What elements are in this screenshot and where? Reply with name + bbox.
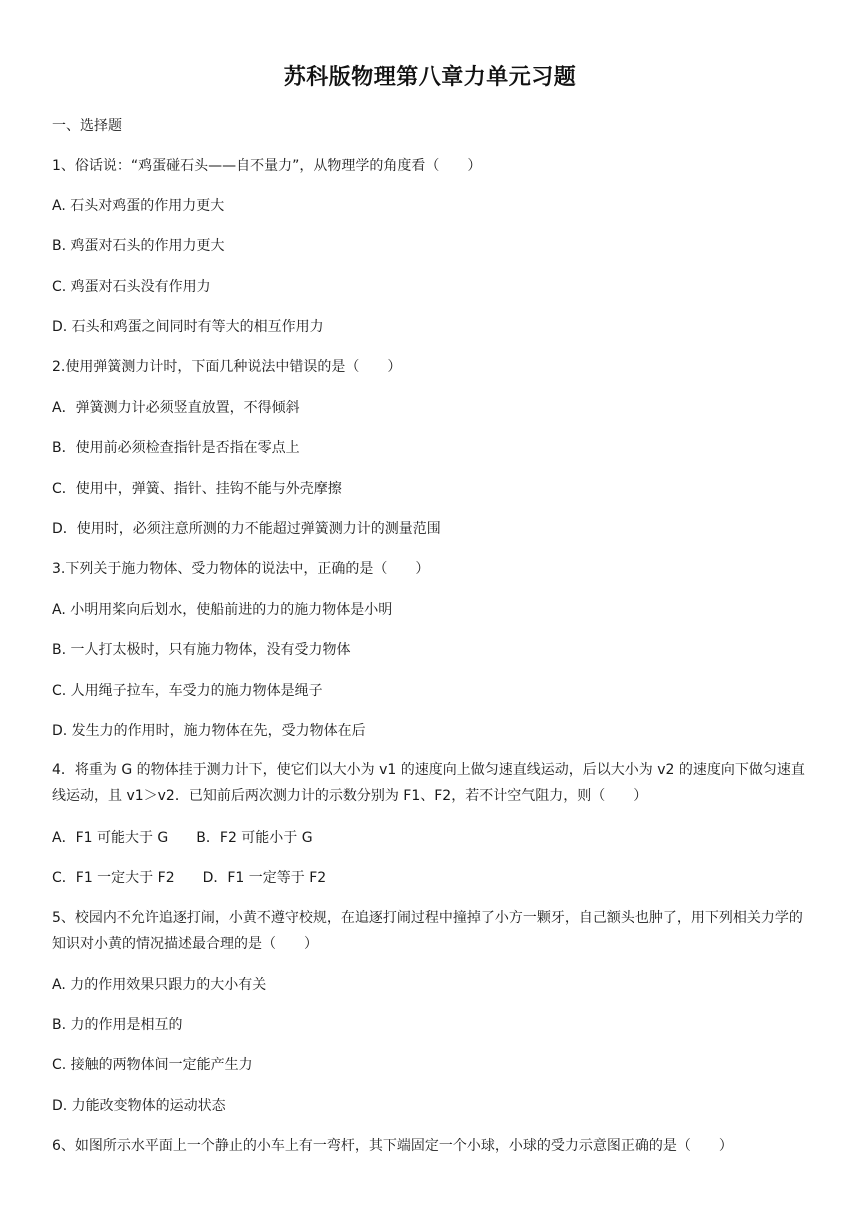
section-heading: 一、选择题 xyxy=(52,118,122,134)
question-5-option-a: A. 力的作用效果只跟力的大小有关 xyxy=(52,977,267,993)
question-6-stem: 6、如图所示水平面上一个静止的小车上有一弯杆，其下端固定一个小球，小球的受力示意图正确的是（ ） xyxy=(52,1138,733,1154)
question-2-option-a: A．弹簧测力计必须竖直放置，不得倾斜 xyxy=(52,400,300,416)
question-3-option-a: A. 小明用桨向后划水，使船前进的力的施力物体是小明 xyxy=(52,602,393,618)
question-1-option-a: A. 石头对鸡蛋的作用力更大 xyxy=(52,198,225,214)
question-5-option-d: D. 力能改变物体的运动状态 xyxy=(52,1098,226,1114)
question-2-option-c: C．使用中，弹簧、指针、挂钩不能与外壳摩擦 xyxy=(52,481,342,497)
question-5-stem: 5、校园内不允许追逐打闹，小黄不遵守校规，在追逐打闹过程中撞掉了小方一颗牙，自己额头也肿了，用下列相关力学的知识对小黄的情况描述最合理的是（ ） xyxy=(52,910,803,952)
question-1-option-d: D. 石头和鸡蛋之间同时有等大的相互作用力 xyxy=(52,319,324,335)
question-4-stem: 4．将重为 G 的物体挂于测力计下，使它们以大小为 v1 的速度向上做匀速直线运动，后以大小为 v2 的速度向下做匀速直线运动，且 v1＞v2．已知前后两次测力计的示数分别为 F1、F2，若不计空气阻力，则（ ） xyxy=(52,762,805,804)
question-4-options-ab: A．F1 可能大于 G B．F2 可能小于 G xyxy=(52,830,313,846)
question-3-option-d: D. 发生力的作用时，施力物体在先，受力物体在后 xyxy=(52,723,366,739)
question-1-option-c: C. 鸡蛋对石头没有作用力 xyxy=(52,279,211,295)
question-3-stem: 3.下列关于施力物体、受力物体的说法中，正确的是（ ） xyxy=(52,561,430,577)
question-1-option-b: B. 鸡蛋对石头的作用力更大 xyxy=(52,238,225,254)
question-2-option-d: D．使用时，必须注意所测的力不能超过弹簧测力计的测量范围 xyxy=(52,521,441,537)
question-1-stem: 1、俗话说：“鸡蛋碰石头——自不量力”，从物理学的角度看（ ） xyxy=(52,158,482,174)
document-title: 苏科版物理第八章力单元习题 xyxy=(283,65,577,90)
question-2-option-b: B．使用前必须检查指针是否指在零点上 xyxy=(52,440,300,456)
question-4-options-cd: C．F1 一定大于 F2 D．F1 一定等于 F2 xyxy=(52,870,327,886)
question-3-option-c: C. 人用绳子拉车，车受力的施力物体是绳子 xyxy=(52,683,323,699)
question-5-option-b: B. 力的作用是相互的 xyxy=(52,1017,183,1033)
question-2-stem: 2.使用弹簧测力计时，下面几种说法中错误的是（ ） xyxy=(52,359,402,375)
question-5-option-c: C. 接触的两物体间一定能产生力 xyxy=(52,1057,253,1073)
question-3-option-b: B. 一人打太极时，只有施力物体，没有受力物体 xyxy=(52,642,351,658)
